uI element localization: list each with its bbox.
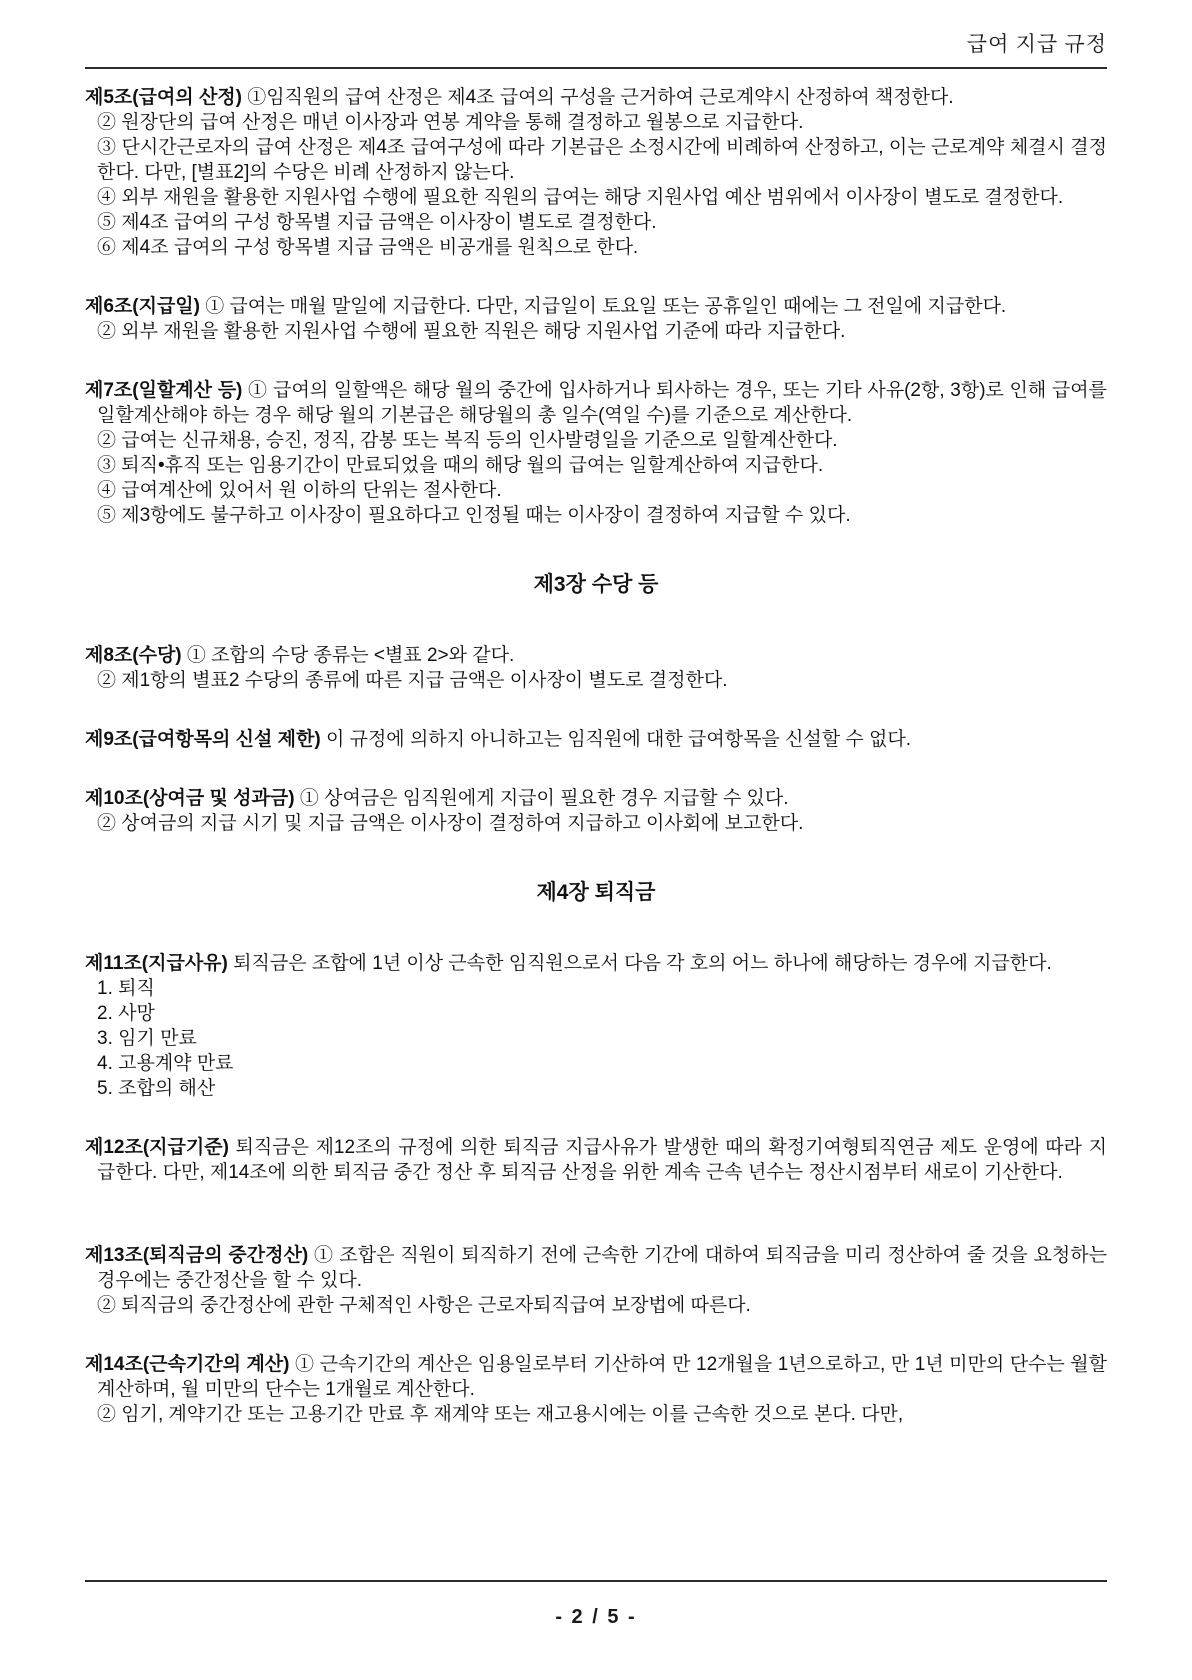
article-item: ④ 급여계산에 있어서 원 이하의 단위는 절사한다.	[97, 480, 502, 501]
article-title: 제11조(지급사유)	[85, 953, 228, 974]
article-lead	[85, 643, 1107, 668]
article-lead-text: ① 급여는 매월 말일에 지급한다. 다만, 지급일이 토요일 또는 공휴일인 때에는 그 전일에 지급한다.	[205, 296, 1007, 317]
article-title: 제12조(지급기준)	[85, 1137, 229, 1158]
article-lead-text: ① 조합의 수당 종류는 <별표 2>와 같다.	[186, 645, 515, 666]
article-9	[85, 727, 1107, 752]
article-item: ③ 퇴직•휴직 또는 임용기간이 만료되었을 때의 해당 월의 급여는 일할계산하여 지급한다.	[97, 455, 824, 476]
article-title: 제9조(급여항목의 신설 제한)	[85, 729, 321, 750]
article-lead	[85, 786, 1107, 811]
article-13	[85, 1243, 1107, 1318]
article-item: ③ 단시간근로자의 급여 산정은 제4조 급여구성에 따라 기본급은 소정시간에 비례하여 산정하고, 이는 근로계약 체결시 결정한다. 다만, [별표2]의 수당은 비례 산정하지 않는다.	[97, 137, 1107, 183]
article-lead-text: ① 급여의 일할액은 해당 월의 중간에 입사하거나 퇴사하는 경우, 또는 기타 사유(2항, 3항)로 인해 급여를 일할계산해야 하는 경우 해당 월의 기본급은 해당월의 총 일수(역일 수)를 기준으로 계산한다.	[97, 380, 1107, 426]
article-8	[85, 643, 1107, 693]
article-title: 제8조(수당)	[85, 645, 182, 666]
article-item: 5. 조합의 해산	[97, 1078, 216, 1099]
article-item: ② 상여금의 지급 시기 및 지급 금액은 이사장이 결정하여 지급하고 이사회에 보고한다.	[97, 813, 804, 834]
page-number: - 2 / 5 -	[85, 1580, 1107, 1629]
article-item: ② 제1항의 별표2 수당의 종류에 따른 지급 금액은 이사장이 별도로 결정한다.	[97, 670, 728, 691]
article-item: ⑤ 제4조 급여의 구성 항목별 지급 금액은 이사장이 별도로 결정한다.	[97, 212, 657, 233]
article-lead-text: ① 조합은 직원이 퇴직하기 전에 근속한 기간에 대하여 퇴직금을 미리 정산하여 줄 것을 요청하는 경우에는 중간정산을 할 수 있다.	[97, 1245, 1107, 1291]
article-item: 1. 퇴직	[97, 978, 155, 999]
article-11	[85, 951, 1107, 1101]
article-14	[85, 1352, 1107, 1427]
article-lead	[85, 378, 1107, 428]
article-item: ② 퇴직금의 중간정산에 관한 구체적인 사항은 근로자퇴직급여 보장법에 따른다.	[97, 1295, 751, 1316]
document-title: 급여 지급 규정	[85, 28, 1107, 69]
article-5	[85, 85, 1107, 260]
article-item: ② 급여는 신규채용, 승진, 정직, 감봉 또는 복직 등의 인사발령일을 기준으로 일할계산한다.	[97, 430, 838, 451]
article-lead	[85, 1135, 1107, 1185]
article-title: 제14조(근속기간의 계산)	[85, 1354, 290, 1375]
article-12	[85, 1135, 1107, 1185]
article-lead	[85, 727, 1107, 752]
article-lead	[85, 294, 1107, 319]
article-lead	[85, 951, 1107, 976]
article-item: ⑤ 제3항에도 불구하고 이사장이 필요하다고 인정될 때는 이사장이 결정하여 지급할 수 있다.	[97, 505, 851, 526]
article-item: ② 임기, 계약기간 또는 고용기간 만료 후 재계약 또는 재고용시에는 이를 근속한 것으로 본다. 다만,	[97, 1404, 904, 1425]
article-title: 제5조(급여의 산정)	[85, 87, 242, 108]
page-content	[85, 28, 1107, 1461]
article-lead-text: 퇴직금은 조합에 1년 이상 근속한 임직원으로서 다음 각 호의 어느 하나에 해당하는 경우에 지급한다.	[233, 953, 1052, 974]
article-lead	[85, 85, 1107, 110]
chapter-heading-4: 제4장 퇴직금	[536, 881, 656, 904]
article-title: 제7조(일할계산 등)	[85, 380, 243, 401]
article-lead-text: 이 규정에 의하지 아니하고는 임직원에 대한 급여항목을 신설할 수 없다.	[325, 729, 912, 750]
article-lead	[85, 1352, 1107, 1402]
article-7	[85, 378, 1107, 528]
article-title: 제13조(퇴직금의 중간정산)	[85, 1245, 309, 1266]
article-item: 4. 고용계약 만료	[97, 1053, 234, 1074]
article-lead	[85, 1243, 1107, 1293]
chapter-heading-3: 제3장 수당 등	[533, 573, 659, 596]
article-lead-text: 퇴직금은 제12조의 규정에 의한 퇴직금 지급사유가 발생한 때의 확정기여형퇴직연금 제도 운영에 따라 지급한다. 다만, 제14조에 의한 퇴직금 중간 정산 후 퇴직금 산정을 위한 계속 근속 년수는 정산시점부터 새로이 기산한다.	[97, 1137, 1107, 1183]
article-item: 2. 사망	[97, 1003, 155, 1024]
article-lead-text: ①임직원의 급여 산정은 제4조 급여의 구성을 근거하여 근로계약시 산정하여 책정한다.	[247, 87, 954, 108]
article-title: 제6조(지급일)	[85, 296, 200, 317]
article-item: ② 원장단의 급여 산정은 매년 이사장과 연봉 계약을 통해 결정하고 월봉으로 지급한다.	[97, 112, 804, 133]
article-10	[85, 786, 1107, 836]
article-6	[85, 294, 1107, 344]
article-title: 제10조(상여금 및 성과금)	[85, 788, 295, 809]
article-item: ② 외부 재원을 활용한 지원사업 수행에 필요한 직원은 해당 지원사업 기준에 따라 지급한다.	[97, 321, 846, 342]
article-item: 3. 임기 만료	[97, 1028, 197, 1049]
article-lead-text: ① 근속기간의 계산은 임용일로부터 기산하여 만 12개월을 1년으로하고, 만 1년 미만의 단수는 월할 계산하며, 월 미만의 단수는 1개월로 계산한다.	[97, 1354, 1107, 1400]
article-item: ⑥ 제4조 급여의 구성 항목별 지급 금액은 비공개를 원칙으로 한다.	[97, 237, 639, 258]
article-lead-text: ① 상여금은 임직원에게 지급이 필요한 경우 지급할 수 있다.	[299, 788, 789, 809]
article-item: ④ 외부 재원을 활용한 지원사업 수행에 필요한 직원의 급여는 해당 지원사업 예산 범위에서 이사장이 별도로 결정한다.	[97, 187, 1064, 208]
